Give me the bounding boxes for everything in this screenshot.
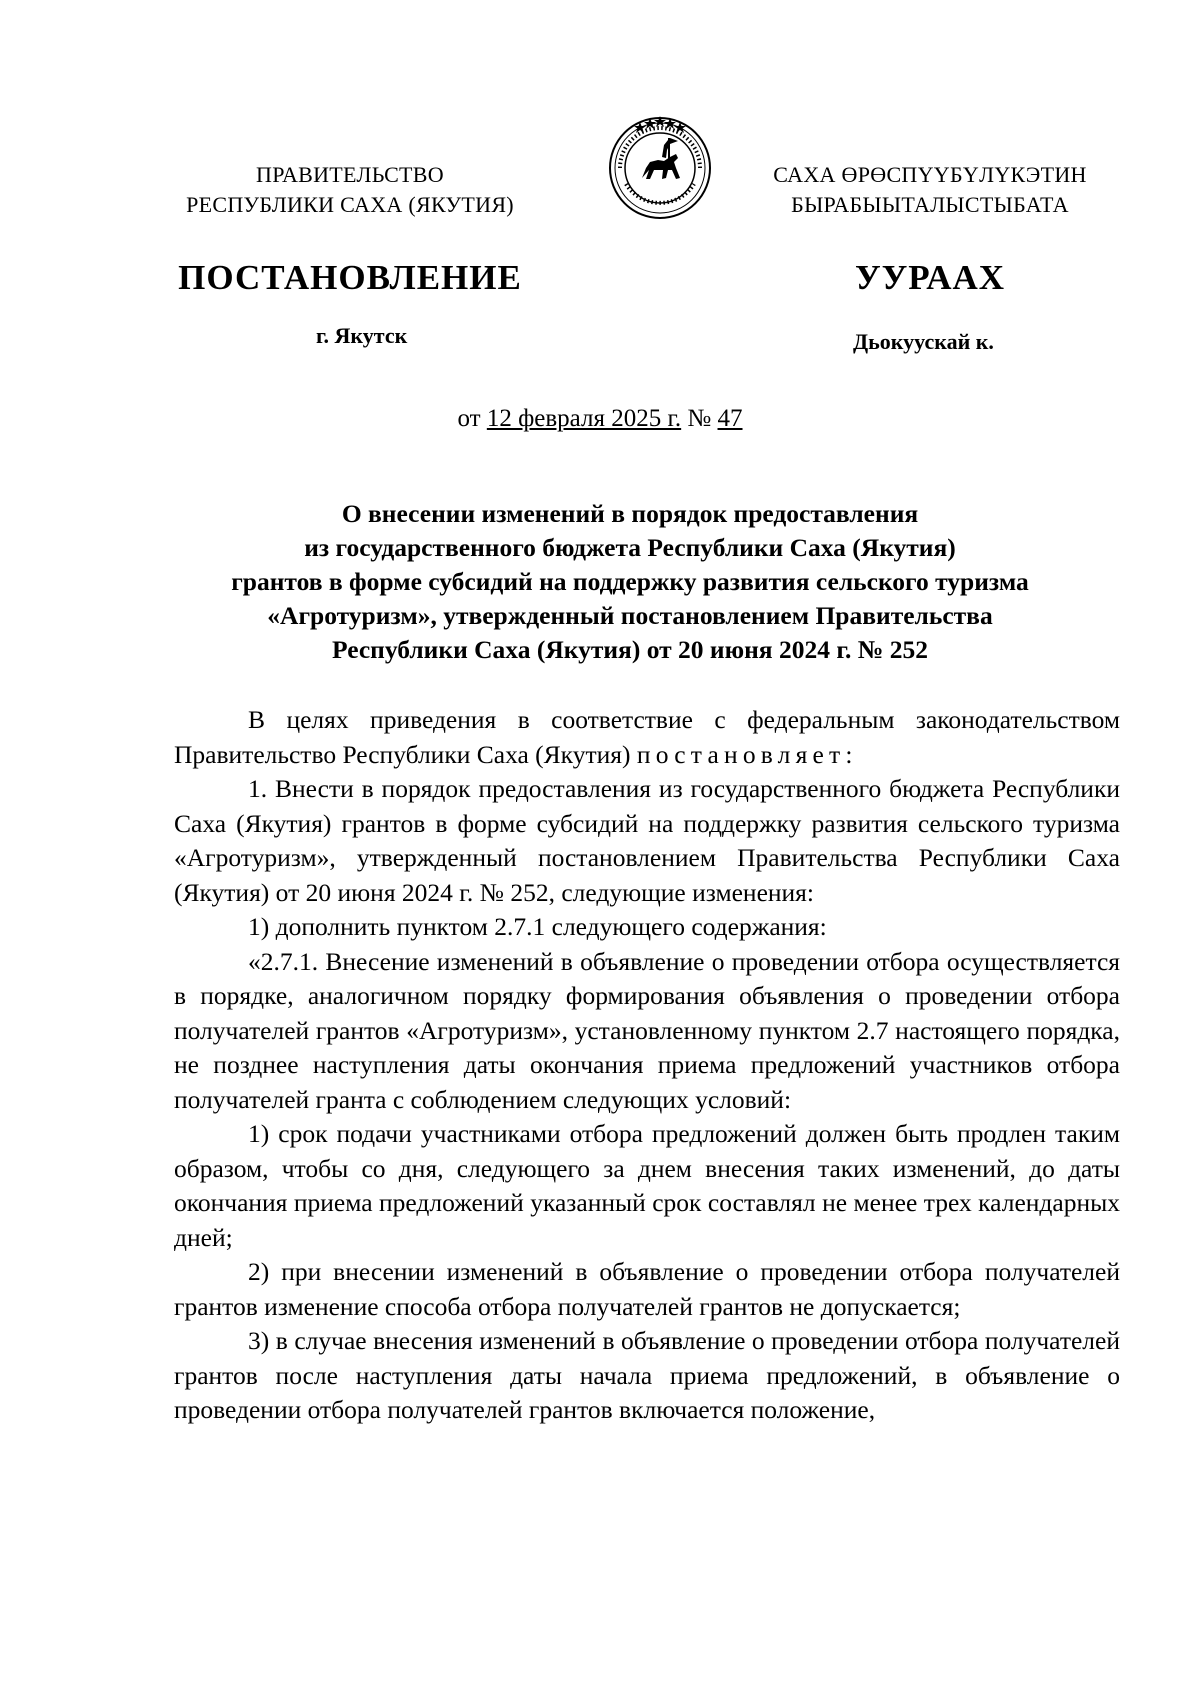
title-line: О внесении изменений в порядок предоставления (341, 499, 919, 528)
document-title (150, 497, 1110, 667)
header-right-line2: БЫРАБЫЫТАЛЫСТЫБАТА (791, 192, 1069, 217)
title-line: «Агротуризм», утвержденный постановлением Правительства (267, 601, 993, 630)
title-line: грантов в форме субсидий на поддержку развития сельского туризма (231, 567, 1029, 596)
body-paragraph: 3) в случае внесения изменений в объявление о проведении отбора получателей грантов после наступления даты начала приема предложений, в объявление о проведении отбора получателей грантов включается положение, (174, 1326, 1120, 1424)
body-paragraph: 1) дополнить пунктом 2.7.1 следующего содержания: (248, 912, 827, 941)
document-date: 12 февраля 2025 г. (486, 405, 682, 432)
document-date-line (0, 402, 1200, 436)
title-line: Республики Саха (Якутия) от 20 июня 2024 г. № 252 (331, 635, 929, 664)
body-paragraph: «2.7.1. Внесение изменений в объявление о проведении отбора осуществляется в порядке, аналогичном порядку формирования объявления о проведении отбора получателей грантов «Агротуризм», установленному пунктом 2.7 настоящего порядка, не позднее наступления даты окончания приема предложений участников отбора получателей гранта с соблюдением следующих условий: (174, 946, 1120, 1114)
doc-type-russian: ПОСТАНОВЛЕНИЕ (178, 258, 522, 297)
coat-of-arms-icon (606, 112, 714, 220)
title-line: из государственного бюджета Республики Саха (Якутия) (304, 533, 956, 562)
body-paragraph: 2) при внесении изменений в объявление о проведении отбора получателей грантов изменение способа отбора получателей грантов не допускается; (174, 1257, 1120, 1321)
header-right-line1: САХА ӨРӨСПҮҮБҮЛҮКЭТИН (773, 162, 1087, 187)
date-prefix: от (457, 405, 481, 432)
body-paragraph: 1) срок подачи участниками отбора предложений должен быть продлен таким образом, чтобы со дня, следующего за днем внесения таких изменений, до даты окончания приема предложений указанный срок составлял не менее трех календарных дней; (174, 1119, 1120, 1252)
document-number: 47 (717, 405, 743, 432)
header-left-line1: ПРАВИТЕЛЬСТВО (256, 162, 444, 187)
city-russian: г. Якутск (316, 323, 408, 348)
number-sign: № (687, 405, 712, 432)
body-paragraph: 1. Внести в порядок предоставления из государственного бюджета Республики Саха (Якутия) грантов в форме субсидий на поддержку развития сельского туризма «Агротуризм», утвержденный постановлением Правительства Республики Саха (Якутия) от 20 июня 2024 г. № 252, следующие изменения: (174, 774, 1120, 907)
doc-type-yakut: УУРААХ (854, 258, 1006, 297)
document-body (174, 703, 1120, 1428)
body-paragraph (174, 703, 1120, 772)
spaced-resolution-word: постановляет: (636, 739, 858, 769)
header-left-line2: РЕСПУБЛИКИ САХА (ЯКУТИЯ) (186, 192, 514, 217)
city-yakut: Дьокуускай к. (853, 329, 994, 354)
paragraph-text: В целях приведения в соответствие с федеральным законодательством Правительство Республики Саха (Якутия) (174, 705, 1120, 769)
